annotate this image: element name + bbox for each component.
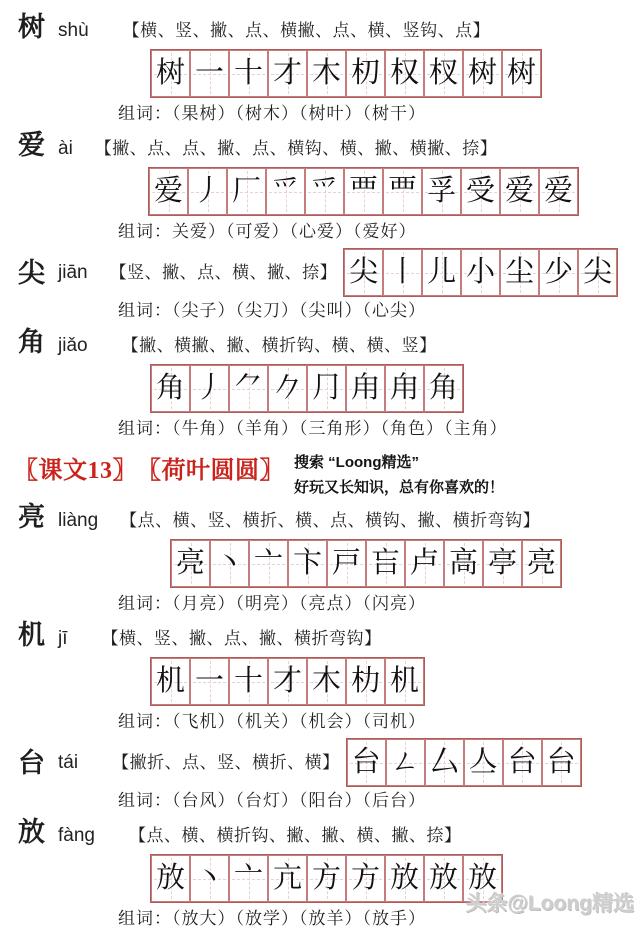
headword-pinyin: jī <box>58 628 68 649</box>
stroke-grid-cell: 木 <box>307 50 346 97</box>
stroke-grid-cell: 放 <box>424 855 463 902</box>
stroke-grid-cell: 吂 <box>366 540 405 587</box>
stroke-grid-cell: 十 <box>229 658 268 705</box>
stroke-order-grid <box>148 167 579 216</box>
stroke-grid-cell: 亢 <box>268 855 307 902</box>
stroke-grid-cell: ⺆ <box>307 365 346 412</box>
word-list: 组词：（台风）（台灯）（阳台）（后台） <box>118 791 426 810</box>
stroke-grid-cell: 亮 <box>171 540 210 587</box>
stroke-grid-cell: ㄥ <box>386 739 425 786</box>
stroke-list: 【撇折、点、竖、横折、横】 <box>112 752 340 772</box>
entry-header <box>0 130 640 162</box>
stroke-grid-cell: 丶 <box>190 855 229 902</box>
stroke-grid-cell: 杈 <box>424 50 463 97</box>
stroke-list: 【点、横、横折钩、撇、撇、横、撇、捺】 <box>128 826 462 845</box>
stroke-grid-cell: 角 <box>424 365 463 412</box>
stroke-grid-cell: 𠂊 <box>268 365 307 412</box>
stroke-grid-cell: 亼 <box>464 739 503 786</box>
stroke-grid-cell: 角 <box>151 365 190 412</box>
entry-header <box>0 327 640 359</box>
stroke-order-grid <box>343 248 618 297</box>
stroke-grid-cell: 台 <box>347 739 386 786</box>
stroke-grid-cell: 高 <box>444 540 483 587</box>
stroke-grid-cell: 十 <box>229 50 268 97</box>
stroke-grid-cell: 放 <box>463 855 502 902</box>
headword-hanzi: 台 <box>18 747 45 778</box>
stroke-grid-cell: 覀 <box>383 168 422 215</box>
stroke-list: 【横、竖、撇、点、撇、横折弯钩】 <box>101 629 382 648</box>
stroke-grid-cell: 才 <box>268 50 307 97</box>
stroke-grid-cell: 方 <box>307 855 346 902</box>
stroke-order-grid <box>150 364 464 413</box>
stroke-order-grid <box>150 657 425 706</box>
stroke-grid-cell: 甪 <box>346 365 385 412</box>
stroke-list: 【横、竖、撇、点、横撇、点、横、竖钩、点】 <box>122 21 491 40</box>
stroke-grid-cell: 丿 <box>190 365 229 412</box>
headword-pinyin: tái <box>58 751 79 773</box>
stroke-grid-cell: 甪 <box>385 365 424 412</box>
entry-ji <box>0 620 640 733</box>
stroke-list: 【竖、撇、点、横、撇、捺】 <box>109 262 338 282</box>
word-list: 组词：（牛角）（羊角）（三角形）（角色）（主角） <box>118 419 508 438</box>
stroke-grid-cell: 受 <box>461 168 500 215</box>
headword-pinyin: jiān <box>58 261 88 283</box>
stroke-grid-cell: 丨 <box>383 249 422 296</box>
stroke-grid-cell: 亠 <box>249 540 288 587</box>
headword-pinyin: shù <box>58 20 89 41</box>
entry-tai <box>0 738 640 812</box>
stroke-grid-cell: 台 <box>503 739 542 786</box>
headword-hanzi: 角 <box>18 327 45 357</box>
stroke-grid-cell: 树 <box>463 50 502 97</box>
stroke-grid-cell: 覀 <box>344 168 383 215</box>
headword-pinyin: ài <box>58 138 73 159</box>
stroke-grid-wrap <box>150 657 640 706</box>
entry-header <box>0 738 640 787</box>
stroke-grid-cell: 爱 <box>539 168 578 215</box>
lesson-section-row <box>0 448 640 500</box>
stroke-grid-cell: 树 <box>151 50 190 97</box>
promo-text <box>294 450 504 500</box>
stroke-grid-wrap <box>343 248 618 297</box>
stroke-grid-cell: 孚 <box>422 168 461 215</box>
stroke-grid-cell: 尘 <box>500 249 539 296</box>
stroke-grid-wrap <box>170 539 640 588</box>
entry-header <box>0 817 640 849</box>
stroke-order-grid <box>150 854 503 903</box>
headword-pinyin: liàng <box>58 510 99 531</box>
stroke-grid-cell: 机 <box>151 658 190 705</box>
stroke-grid-cell: 才 <box>268 658 307 705</box>
stroke-grid-cell: 放 <box>385 855 424 902</box>
stroke-grid-cell: 丶 <box>210 540 249 587</box>
headword-hanzi: 放 <box>18 817 45 847</box>
stroke-grid-cell: 卞 <box>288 540 327 587</box>
stroke-order-grid <box>150 49 542 98</box>
stroke-order-grid <box>170 539 562 588</box>
stroke-list: 【撇、点、点、撇、点、横钩、横、撇、横撇、捺】 <box>94 139 498 158</box>
stroke-grid-cell: 爱 <box>500 168 539 215</box>
word-list: 组词：关爱）（可爱）（心爱）（爱好） <box>118 222 417 241</box>
stroke-grid-cell: 亭 <box>483 540 522 587</box>
stroke-grid-cell: 亮 <box>522 540 561 587</box>
stroke-grid-cell: 台 <box>542 739 581 786</box>
stroke-grid-cell: 权 <box>385 50 424 97</box>
entry-header <box>0 248 640 297</box>
stroke-grid-cell: 木 <box>307 658 346 705</box>
word-list: 组词：（飞机）（机关）（机会）（司机） <box>118 712 426 731</box>
headword-hanzi: 爱 <box>18 130 45 160</box>
promo-line-2: 好玩又长知识，总有你喜欢的！ <box>294 479 505 496</box>
stroke-grid-cell: 戸 <box>327 540 366 587</box>
stroke-grid-cell: 尖 <box>344 249 383 296</box>
lesson-name-title: 〖荷叶圆圆〗 <box>137 458 284 484</box>
stroke-grid-wrap <box>150 49 640 98</box>
stroke-grid-wrap <box>150 364 640 413</box>
stroke-grid-cell: 小 <box>461 249 500 296</box>
stroke-grid-cell: 爫 <box>266 168 305 215</box>
word-list: 组词：（月亮）（明亮）（亮点）（闪亮） <box>118 594 426 613</box>
entry-header <box>0 620 640 652</box>
entry-header <box>0 502 640 534</box>
stroke-grid-cell: 亠 <box>229 855 268 902</box>
entry-ai <box>0 130 640 243</box>
stroke-grid-cell: 儿 <box>422 249 461 296</box>
stroke-grid-cell: 丿 <box>188 168 227 215</box>
stroke-grid-cell: 厶 <box>425 739 464 786</box>
stroke-list: 【点、横、竖、横折、横、点、横钩、撇、横折弯钩】 <box>120 511 541 530</box>
stroke-grid-cell: 卢 <box>405 540 444 587</box>
stroke-grid-cell: 树 <box>502 50 541 97</box>
entry-jiao <box>0 327 640 440</box>
stroke-grid-cell: 少 <box>539 249 578 296</box>
word-list: 组词：（放大）（放学）（放羊）（放手） <box>118 909 426 928</box>
stroke-grid-wrap <box>346 738 582 787</box>
headword-hanzi: 尖 <box>18 257 45 288</box>
stroke-grid-cell: 机 <box>385 658 424 705</box>
promo-line-1: 搜索 “Loong精选” <box>294 454 419 471</box>
stroke-order-grid <box>346 738 582 787</box>
entry-jian <box>0 248 640 322</box>
headword-hanzi: 树 <box>18 12 45 42</box>
stroke-grid-cell: 放 <box>151 855 190 902</box>
watermark: 头条@Loong精选 <box>465 892 634 915</box>
entry-shu <box>0 12 640 125</box>
stroke-grid-cell: 朷 <box>346 50 385 97</box>
stroke-grid-cell: 朸 <box>346 658 385 705</box>
word-list: 组词：（果树）（树木）（树叶）（树干） <box>118 104 426 123</box>
stroke-grid-cell: 一 <box>190 50 229 97</box>
lesson-number-title: 〖课文13〗 <box>14 458 137 484</box>
stroke-grid-cell: 爫 <box>305 168 344 215</box>
word-list: 组词：（尖子）（尖刀）（尖叫）（心尖） <box>118 301 426 320</box>
headword-pinyin: fàng <box>58 825 95 846</box>
stroke-grid-cell: 尖 <box>578 249 617 296</box>
stroke-grid-cell: 爱 <box>149 168 188 215</box>
stroke-grid-cell: 厂 <box>227 168 266 215</box>
stroke-grid-cell: ⺈ <box>229 365 268 412</box>
stroke-grid-cell: 一 <box>190 658 229 705</box>
headword-pinyin: jiǎo <box>58 335 88 356</box>
headword-hanzi: 机 <box>18 620 45 650</box>
entry-header <box>0 12 640 44</box>
stroke-grid-cell: 方 <box>346 855 385 902</box>
entry-liang <box>0 502 640 615</box>
headword-hanzi: 亮 <box>18 502 45 532</box>
stroke-grid-wrap <box>148 167 640 216</box>
stroke-list: 【撇、横撇、撇、横折钩、横、横、竖】 <box>121 336 437 355</box>
